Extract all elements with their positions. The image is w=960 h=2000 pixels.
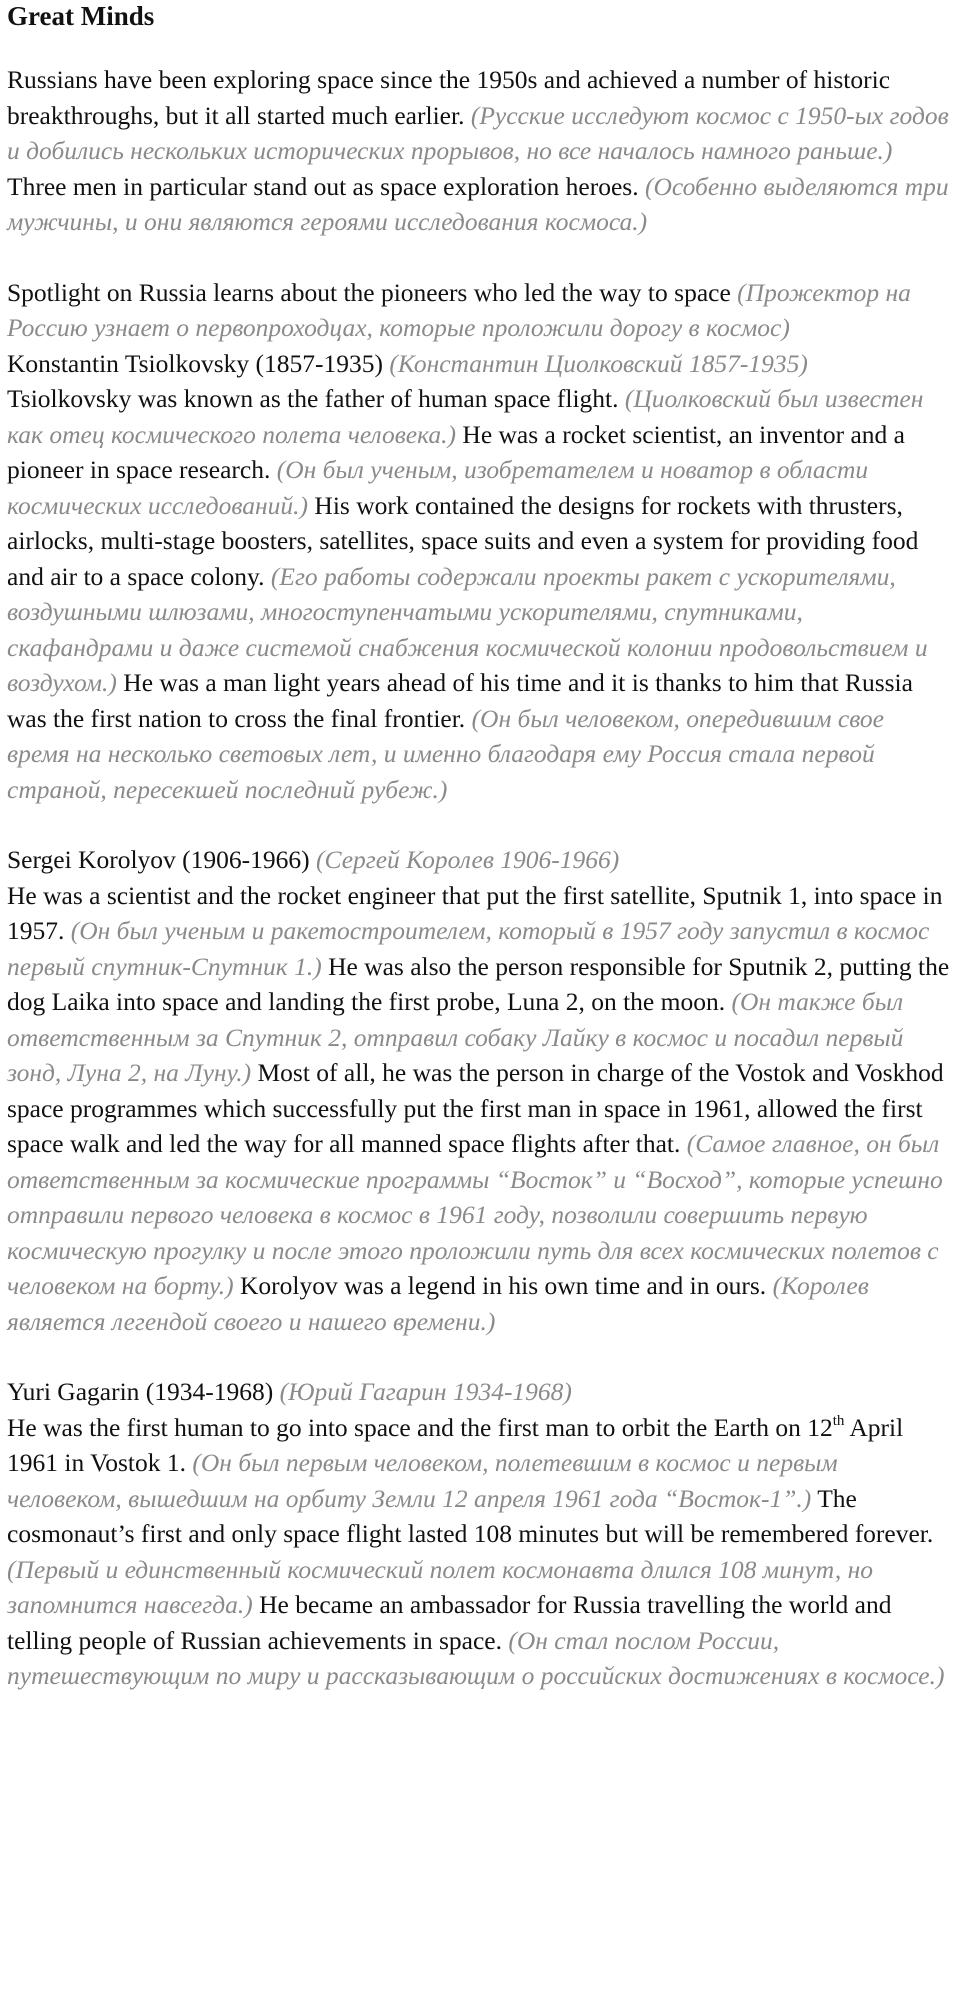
korolyov-en-3: Most of all, he was the person in charge of the Vostok and Voskhod space programmes which successfully put the first man in space in 1961, allowed the first space walk and led the way for all manned space flights after that.: [7, 1058, 944, 1158]
korolyov-heading: [7, 842, 952, 878]
intro-en-2: Three men in particular stand out as space exploration heroes.: [7, 171, 639, 201]
korolyov-heading-en: Sergei Korolyov (1906-1966): [7, 845, 310, 874]
gagarin-heading-ru: (Юрий Гагарин 1934-1968): [279, 1377, 572, 1406]
tsiolkovsky-en-1: Tsiolkovsky was known as the father of human space flight.: [7, 384, 619, 413]
korolyov-en-4: Korolyov was a legend in his own time and in ours.: [239, 1271, 767, 1300]
gagarin-ru-1: (Он был первым человеком, полетевшим в космос и первым человеком, вышедшим на орбиту Земли 12 апреля 1961 года “Восток-1”.): [7, 1448, 838, 1513]
tsiolkovsky-ru-3: (Его работы содержали проекты ракет с ускорителями, воздушными шлюзами, многоступенчатыми ускорителями, спутниками, скафандрами и даже системой снабжения космической колонии продовольствием и воздухом.): [7, 561, 928, 697]
korolyov-ru-3: (Самое главное, он был ответственным за космические программы “Восток” и “Восход”, которые успешно отправили первого человека в космос в 1961 году, позволили совершить первую космическую прогулку и после этого проложили путь для всех космических полетов с человеком на борту.): [7, 1129, 943, 1300]
korolyov-en-1: He was a scientist and the rocket engineer that put the first satellite, Sputnik 1, into space in 1957.: [7, 880, 943, 945]
korolyov-ru-2: (Он также был ответственным за Спутник 2, отправил собаку Лайку в космос и посадил первый зонд, Луна 2, на Луну.): [7, 987, 904, 1087]
intro-en-1: Russians have been exploring space since the 1950s and achieved a number of historic breakthroughs, but it all started much earlier.: [7, 65, 891, 130]
spotlight-ru: (Прожектор на Россию узнает о первопроходцах, которые проложили дорогу в космос): [7, 277, 911, 342]
korolyov-ru-1: (Он был ученым и ракетостроителем, который в 1957 году запустил в космос первый спутник-Спутник 1.): [7, 916, 930, 981]
tsiolkovsky-heading: [7, 346, 952, 382]
korolyov-en-2: He was also the person responsible for Sputnik 2, putting the dog Laika into space and landing the first probe, Luna 2, on the moon.: [7, 951, 950, 1016]
tsiolkovsky-en-3: His work contained the designs for rockets with thrusters, airlocks, multi-stage boosters, satellites, space suits and even a system for providing food and air to a space colony.: [7, 490, 919, 591]
tsiolkovsky-ru-2: (Он был ученым, изобретателем и новатор в области космических исследований.): [7, 455, 869, 520]
intro-ru-2: (Особенно выделяются три мужчины, и они являются героями исследования космоса.): [7, 171, 949, 236]
paragraph-gap: [7, 1339, 952, 1374]
tsiolkovsky-heading-en: Konstantin Tsiolkovsky (1857-1935): [7, 348, 383, 378]
tsiolkovsky-en-2: He was a rocket scientist, an inventor and a pioneer in space research.: [7, 419, 905, 484]
tsiolkovsky-paragraph: [7, 381, 952, 807]
intro-ru-1: (Русские исследуют космос с 1950-ых годов и добились нескольких исторических прорывов, но все началось намного раньше.): [7, 100, 949, 165]
gagarin-en-1b: April 1961 in Vostok 1.: [7, 1412, 904, 1477]
intro-paragraph: [7, 62, 952, 240]
korolyov-heading-ru: (Сергей Королев 1906-1966): [316, 845, 620, 874]
korolyov-paragraph: [7, 878, 952, 1340]
gagarin-paragraph: [7, 1410, 952, 1694]
paragraph-gap: [7, 807, 952, 842]
gagarin-en-1a: He was the first human to go into space and the first man to orbit the Earth on 12: [7, 1412, 833, 1442]
gagarin-en-2: The cosmonaut’s first and only space flight lasted 108 minutes but will be remembered forever.: [7, 1483, 934, 1548]
korolyov-ru-4: (Королев является легендой своего и нашего времени.): [7, 1271, 869, 1336]
spotlight-line: [7, 275, 952, 346]
tsiolkovsky-ru-1: (Циолковский был известен как отец космического полета человека.): [7, 384, 924, 449]
gagarin-ru-3: (Он стал послом России, путешествующим по миру и рассказывающим о российских достижениях в космосе.): [7, 1625, 945, 1690]
paragraph-gap: [7, 240, 952, 275]
spotlight-en: Spotlight on Russia learns about the pioneers who led the way to space: [7, 277, 731, 307]
tsiolkovsky-ru-4: (Он был человеком, опередившим свое время на несколько световых лет, и именно благодаря ему Россия стала первой страной, пересекшей последний рубеж.): [7, 703, 884, 804]
gagarin-ru-2: (Первый и единственный космический полет космонавта длился 108 минут, но запомнится навсегда.): [7, 1554, 874, 1619]
tsiolkovsky-heading-ru: (Константин Циолковский 1857-1935): [389, 348, 808, 378]
ordinal-suffix: th: [832, 1412, 845, 1429]
gagarin-heading-en: Yuri Gagarin (1934-1968): [7, 1377, 274, 1406]
gagarin-en-3: He became an ambassador for Russia travelling the world and telling people of Russian achievements in space.: [7, 1590, 892, 1655]
gagarin-heading: [7, 1374, 952, 1410]
tsiolkovsky-en-4: He was a man light years ahead of his time and it is thanks to him that Russia was the first nation to cross the final frontier.: [7, 668, 913, 733]
page-title: Great Minds: [7, 1, 155, 31]
